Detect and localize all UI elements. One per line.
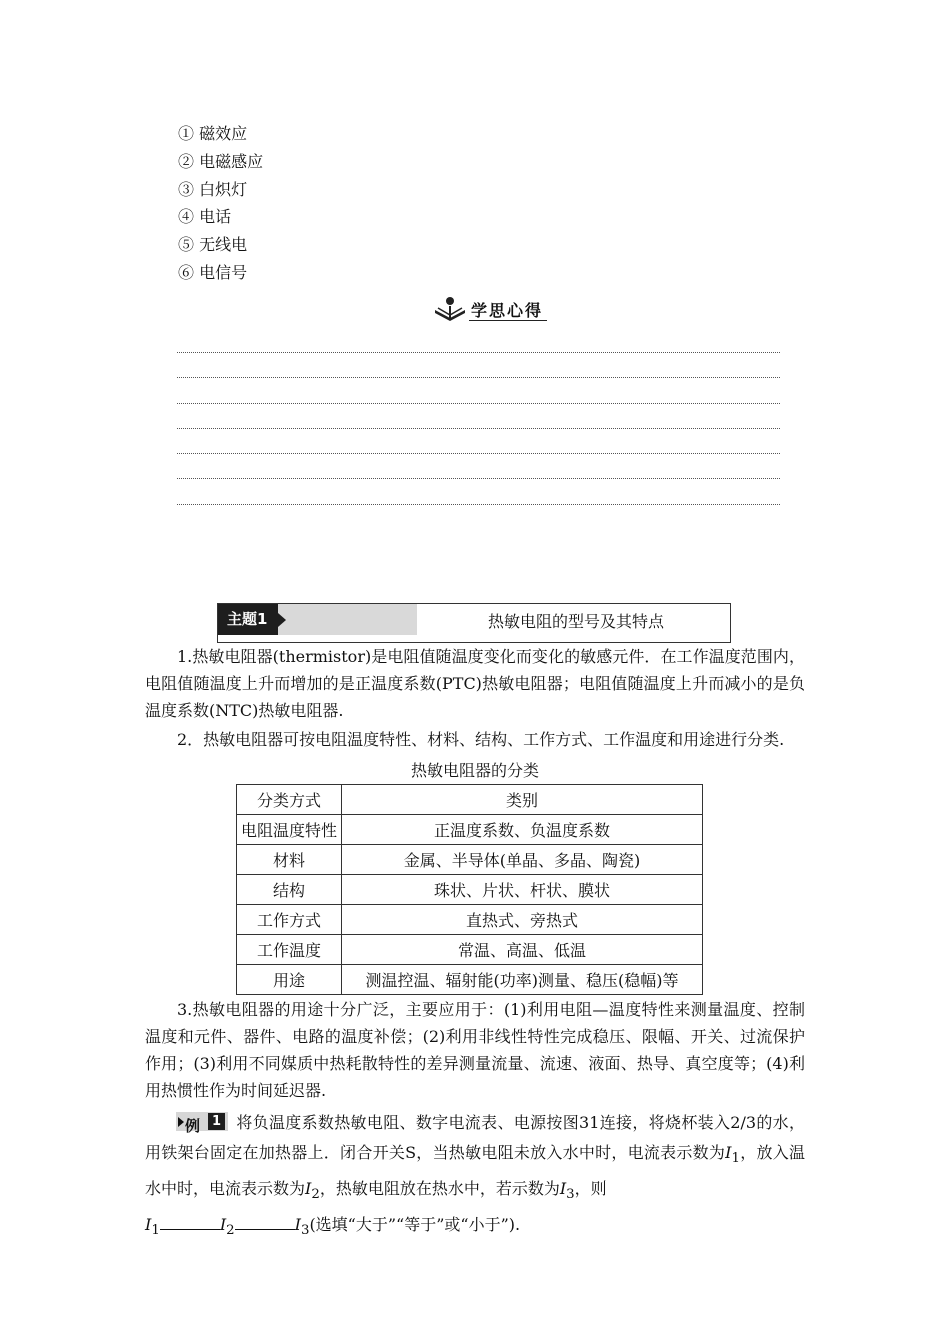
table-cell: 用途 — [237, 965, 342, 995]
example-text: ，放入温水中时，电流表示数为 — [145, 1143, 805, 1199]
paragraph-1: 1.热敏电阻器(thermistor)是电阻值随温度变化而变化的敏感元件．在工作温度范围内，电阻值随温度上升而增加的是正温度系数(PTC)热敏电阻器；电阻值随温度上升而减小的是负温度系数(NTC)热敏电阻器. — [145, 647, 805, 720]
answer-item: ① 磁效应 — [178, 124, 248, 143]
table-cell: 珠状、片状、杆状、膜状 — [342, 875, 703, 905]
note-line — [177, 352, 780, 353]
example-text: ，则 — [574, 1179, 607, 1199]
answer-item: ⑤ 无线电 — [178, 235, 248, 255]
table-cell: 材料 — [237, 845, 342, 875]
table-row — [237, 815, 703, 845]
note-line — [177, 377, 780, 378]
note-line — [177, 428, 780, 429]
table-cell: 工作温度 — [237, 935, 342, 965]
example-text: ，热敏电阻放在热水中，若示数为 — [319, 1179, 560, 1199]
arrow-right-icon — [178, 1117, 184, 1127]
table-cell: 常温、高温、低温 — [342, 935, 703, 965]
table-caption: 热敏电阻器的分类 — [410, 761, 539, 780]
answer-list — [178, 120, 263, 287]
subscript: 3 — [566, 1187, 575, 1203]
table-header-cell: 分类方式 — [237, 785, 342, 815]
table-row — [237, 965, 703, 995]
note-line — [177, 453, 780, 454]
variable: I — [725, 1143, 732, 1162]
subscript: 2 — [226, 1223, 235, 1239]
answer-blank[interactable] — [160, 1215, 220, 1230]
notes-lines — [177, 352, 780, 529]
variable: I — [219, 1215, 227, 1235]
topic-tag: 主题1 — [218, 604, 278, 635]
answer-item: ③ 白炽灯 — [178, 179, 248, 199]
note-line — [177, 504, 780, 505]
answer-blank[interactable] — [235, 1215, 295, 1230]
paragraph-3: 3.热敏电阻器的用途十分广泛，主要应用于：(1)利用电阻—温度特性来测量温度、控制温度和元件、器件、电路的温度补偿；(2)利用非线性特性完成稳压、限幅、开关、过流保护作用；(3)利用不同媒质中热耗散特性的差异测量流量、流速、液面、热导、真空度等；(4)利用热惯性作为时间延迟器. — [145, 1000, 805, 1100]
divider — [469, 320, 547, 321]
subscript: 3 — [300, 1223, 310, 1239]
answer-item: ② 电磁感应 — [178, 151, 264, 171]
note-line — [177, 403, 780, 404]
table-row — [237, 875, 703, 905]
table-row — [237, 935, 703, 965]
table-cell: 直热式、旁热式 — [342, 905, 703, 935]
variable: I — [145, 1215, 152, 1235]
table-cell: 测温控温、辐射能(功率)测量、稳压(稳幅)等 — [342, 965, 703, 995]
subscript: 1 — [151, 1223, 160, 1239]
subscript: 2 — [311, 1187, 320, 1203]
example-tag — [176, 1112, 228, 1135]
topic-banner — [217, 603, 731, 643]
table-header-cell: 类别 — [342, 785, 703, 815]
example-text: 将负温度系数热敏电阻、数字电流表、电源按图31连接，将烧杯装入2/3的水，用铁架台固定在加热器上．闭合开关S，当热敏电阻未放入水中时，电流表示数为 — [145, 1113, 805, 1162]
example-tag-word: 例 — [185, 1117, 201, 1135]
reader-book-icon — [433, 296, 467, 322]
table-cell: 结构 — [237, 875, 342, 905]
subscript: 1 — [731, 1151, 740, 1167]
section-title: 学思心得 — [471, 301, 544, 320]
classification-table — [236, 784, 703, 995]
example-tag-number: 1 — [208, 1113, 225, 1130]
table-header-row — [237, 785, 703, 815]
arrow-right-icon — [278, 613, 286, 627]
table-row — [237, 845, 703, 875]
table-cell: 正温度系数、负温度系数 — [342, 815, 703, 845]
table-cell: 金属、半导体(单晶、多晶、陶瓷) — [342, 845, 703, 875]
variable: I — [305, 1179, 312, 1199]
answer-item: ④ 电话 — [178, 207, 232, 227]
example-block — [145, 1108, 805, 1247]
paragraph-2: 2．热敏电阻器可按电阻温度特性、材料、结构、工作方式、工作温度和用途进行分类. — [177, 730, 785, 749]
topic-title: 热敏电阻的型号及其特点 — [488, 612, 665, 631]
variable: I — [294, 1215, 301, 1235]
table-cell: 电阻温度特性 — [237, 815, 342, 845]
table-row — [237, 905, 703, 935]
section-heading — [433, 292, 553, 324]
note-line — [177, 478, 780, 479]
table-cell: 工作方式 — [237, 905, 342, 935]
answer-item: ⑥ 电信号 — [178, 262, 248, 282]
example-text: (选填“大于”“等于”或“小于”). — [309, 1215, 521, 1235]
variable: I — [559, 1179, 567, 1199]
